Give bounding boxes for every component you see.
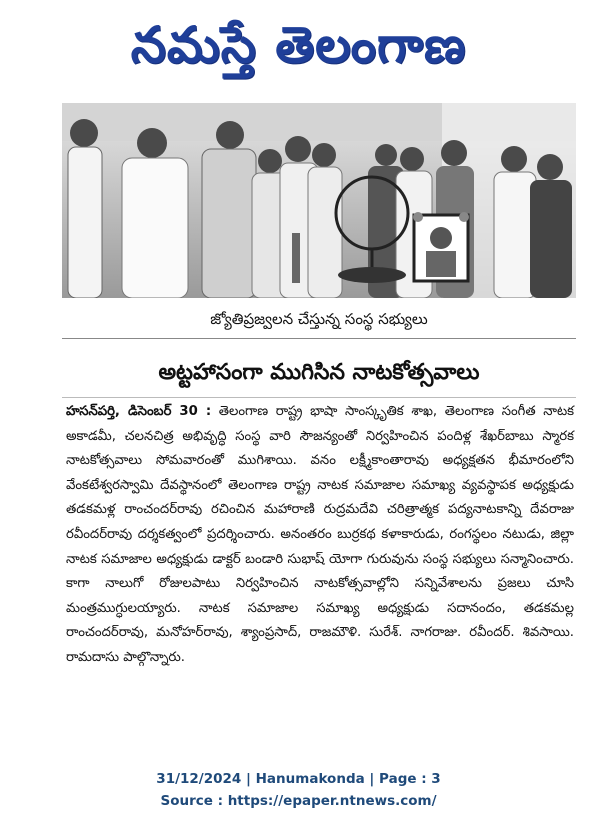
article-dateline: హసన్‌పర్తి, డిసెంబర్ 30 : (66, 404, 212, 419)
caption-divider (62, 338, 576, 339)
footer-source: Source : https://epaper.ntnews.com/ (160, 793, 437, 809)
article-body (66, 400, 574, 760)
news-photo (62, 103, 576, 298)
news-photo-image (62, 103, 576, 298)
article-text: తెలంగాణ రాష్ట్ర భాషా సాంస్కృతిక శాఖ, తెలంగాణ సంగీత నాటక అకాడమీ, చలనచిత్ర అభివృద్ధి సంస్థ వారి సౌజన్యంతో నిర్వహించిన పందిళ్ల శేఖర్‌బాబు స్మారక నాటకోత్సవాలు సోమవారంతో ముగిశాయి. వనం లక్ష్మీకాంతారావు అధ్యక్షతన భీమారంలోని వేంకటేశ్వరస్వామి దేవస్థానంలో తెలంగాణ రాష్ట్ర నాటక సమాజాల సమాఖ్య వ్యవస్థాపక అధ్యక్షుడు తడకమళ్ల రాంచందర్‌రావు రచించిన మహారాణి రుద్రమదేవి చరిత్రాత్మక పద్యనాటకాన్ని దేవరాజు రవీందర్‌రావు దర్శకత్వంలో ప్రదర్శించారు. అనంతరం బుర్రకథ కళాకారుడు, రంగస్థలం నటుడు, జిల్లా నాటక సమాజాల అధ్యక్షుడు డాక్టర్ బండారి సుభాష్ యోగా గురువును సంస్థ సభ్యులు సన్మానించారు. కాగా నాలుగో రోజులపాటు నిర్వహించిన నాటకోత్సవాల్లోని సన్నివేశాలను ప్రజలు చూసి మంత్రముగ్ధులయ్యారు. నాటక సమాజాల సమాఖ్య అధ్యక్షుడు సదానందం, తడకమల్ల రాంచందర్‌రావు, మనోహర్‌రావు, శ్యాంప్రసాద్, రాజమౌళి. సురేశ్. నాగరాజు. రవీందర్. శివసాయి. రామదాసు పాల్గొన్నారు. (66, 404, 575, 665)
photo-caption: జ్యోతిప్రజ్వలన చేస్తున్న సంస్థ సభ్యులు (210, 310, 428, 328)
headline-divider (62, 397, 576, 398)
footer-publication-info: 31/12/2024 | Hanumakonda | Page : 3 (156, 771, 441, 787)
masthead-logo: నమస్తే తెలంగాణ (130, 16, 467, 74)
article-headline: అట్టహాసంగా ముగిసిన నాటకోత్సవాలు (158, 360, 480, 385)
